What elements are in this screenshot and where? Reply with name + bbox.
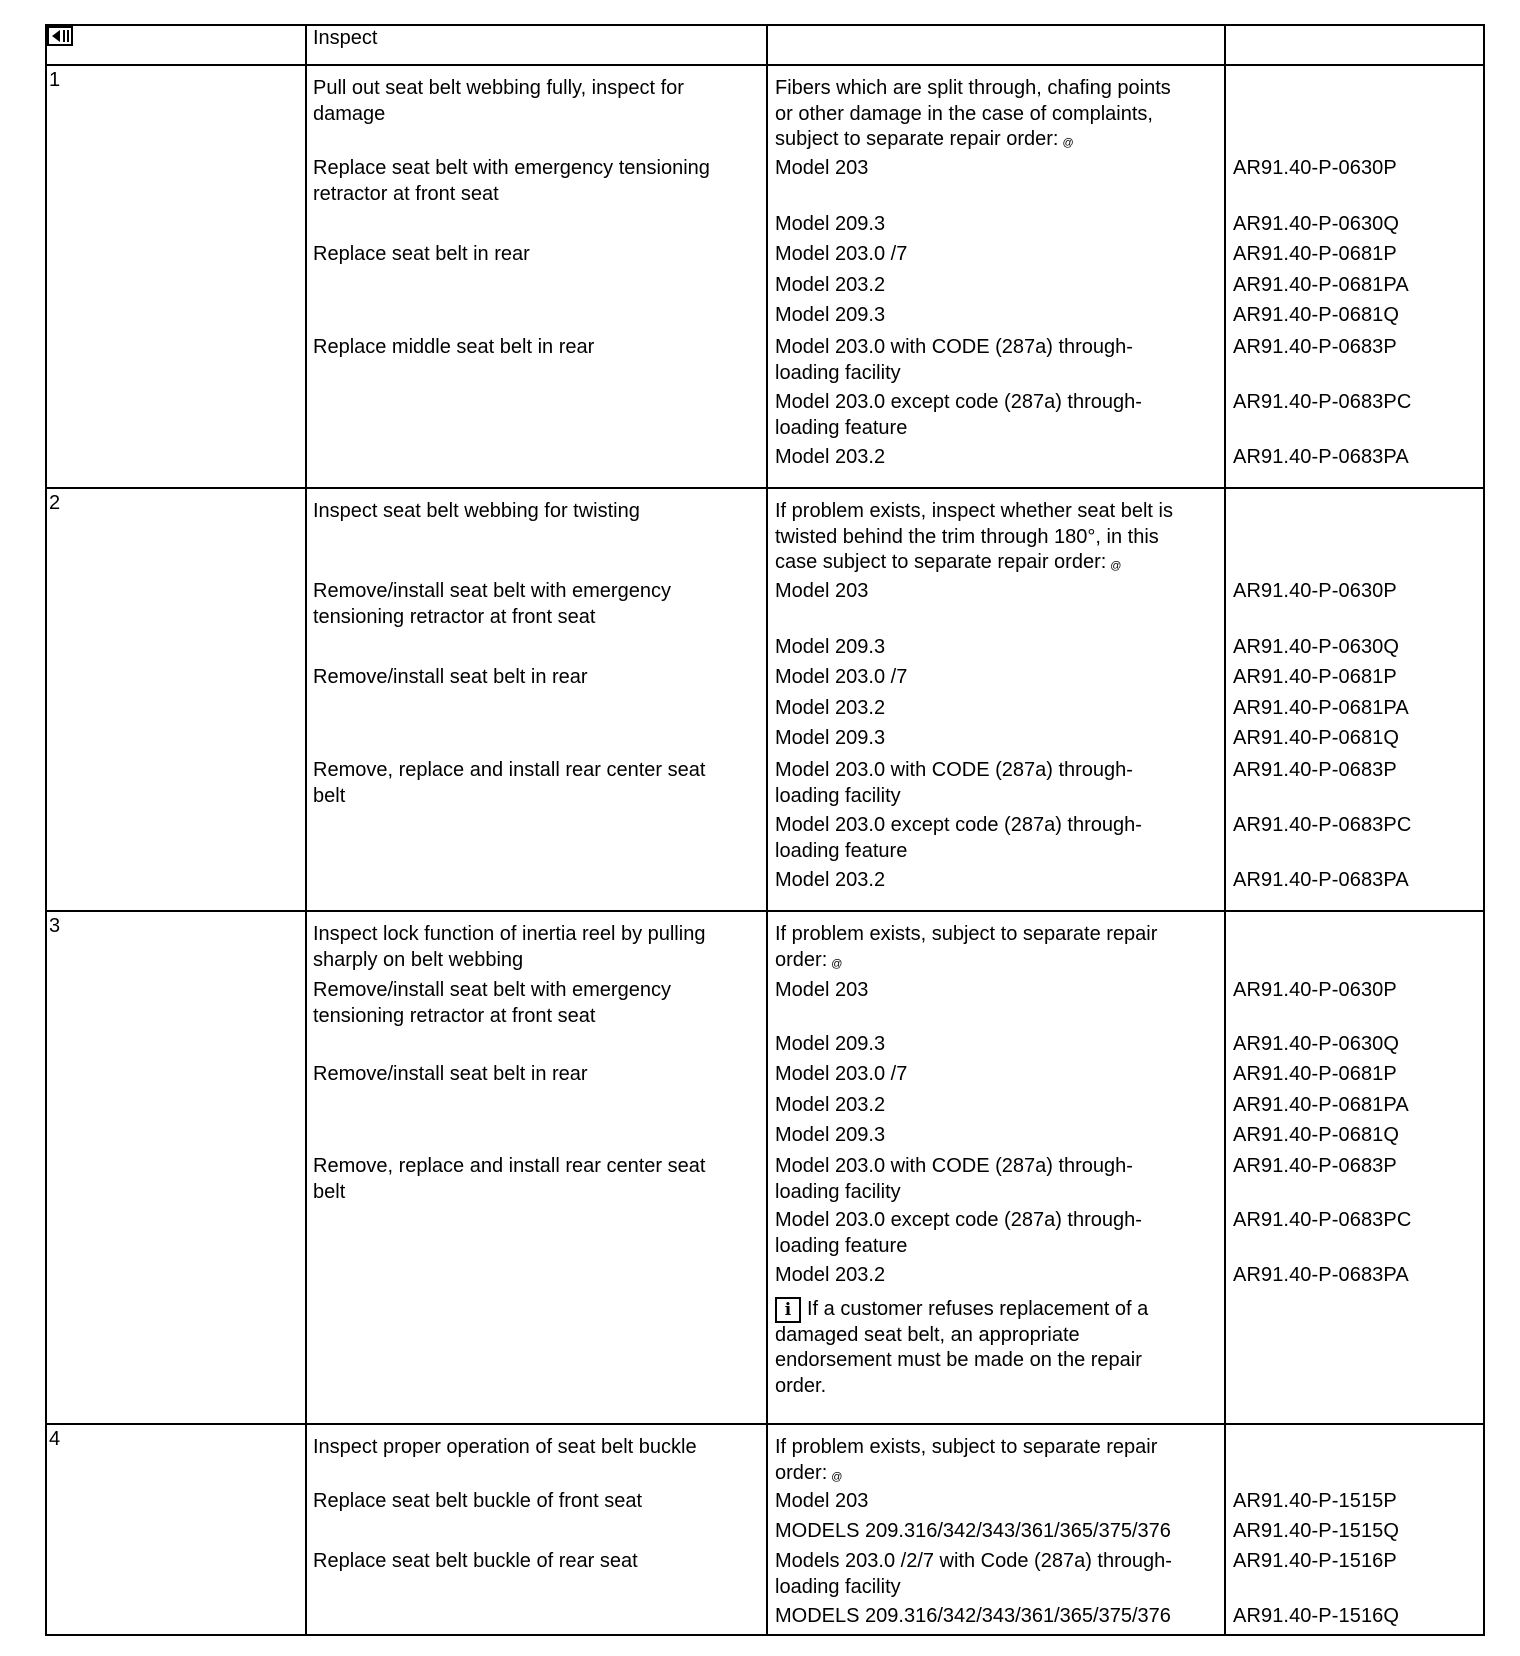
table-rule-col-3 bbox=[766, 24, 768, 1636]
reference-link[interactable]: AR91.40-P-0630P bbox=[1233, 157, 1397, 179]
reference-link[interactable]: AR91.40-P-0683PA bbox=[1233, 869, 1409, 891]
model-text: Model 203.0 /7 bbox=[775, 666, 908, 688]
step-number: 1 bbox=[49, 69, 61, 91]
reference-link[interactable]: AR91.40-P-0683PC bbox=[1233, 814, 1412, 836]
reference-link[interactable]: AR91.40-P-0681P bbox=[1233, 1063, 1397, 1085]
model-text: Model 203.0 with CODE (287a) through- bbox=[775, 336, 1133, 358]
model-text: Model 203.0 with CODE (287a) through- bbox=[775, 1155, 1133, 1177]
action-text: Replace seat belt with emergency tensioning bbox=[313, 157, 710, 179]
model-text: loading facility bbox=[775, 1575, 901, 1598]
model-text: Model 203.2 bbox=[775, 446, 886, 468]
reference-link[interactable]: AR91.40-P-0630P bbox=[1233, 979, 1397, 1001]
action-text: sharply on belt webbing bbox=[313, 948, 524, 971]
model-text: Model 209.3 bbox=[775, 304, 886, 326]
action-text: Replace seat belt in rear bbox=[313, 243, 530, 265]
reference-link[interactable]: AR91.40-P-0681Q bbox=[1233, 727, 1400, 749]
note-text bbox=[775, 1297, 1148, 1323]
model-text: Model 209.3 bbox=[775, 727, 886, 749]
reference-link[interactable]: AR91.40-P-0630Q bbox=[1233, 1033, 1400, 1055]
note-text: damaged seat belt, an appropriate bbox=[775, 1323, 1080, 1346]
model-text: Model 209.3 bbox=[775, 1124, 886, 1146]
model-text: case subject to separate repair order: @ bbox=[775, 551, 1122, 573]
action-text: tensioning retractor at front seat bbox=[313, 605, 596, 628]
action-text: Replace middle seat belt in rear bbox=[313, 336, 595, 358]
model-text: or other damage in the case of complaints, bbox=[775, 102, 1153, 125]
action-text: belt bbox=[313, 784, 346, 807]
repair-order-icon: @ bbox=[1110, 560, 1122, 572]
reference-link[interactable]: AR91.40-P-1515Q bbox=[1233, 1520, 1400, 1542]
action-text: Remove, replace and install rear center seat bbox=[313, 759, 706, 781]
model-text: Model 209.3 bbox=[775, 636, 886, 658]
model-text: Model 209.3 bbox=[775, 1033, 886, 1055]
model-text: If problem exists, subject to separate repair bbox=[775, 1436, 1158, 1458]
table-rule-step-4 bbox=[45, 1423, 1485, 1425]
reference-link[interactable]: AR91.40-P-1515P bbox=[1233, 1490, 1397, 1512]
table-rule-col-2 bbox=[305, 24, 307, 1636]
model-text: loading facility bbox=[775, 361, 901, 384]
model-text: loading feature bbox=[775, 416, 908, 439]
model-text: Models 203.0 /2/7 with Code (287a) through- bbox=[775, 1550, 1172, 1572]
reference-link[interactable]: AR91.40-P-0681P bbox=[1233, 666, 1397, 688]
action-text: Pull out seat belt webbing fully, inspect for bbox=[313, 77, 684, 99]
action-text: tensioning retractor at front seat bbox=[313, 1004, 596, 1027]
reference-link[interactable]: AR91.40-P-0683PA bbox=[1233, 446, 1409, 468]
reference-link[interactable]: AR91.40-P-0681PA bbox=[1233, 274, 1409, 296]
action-text: damage bbox=[313, 102, 386, 125]
reference-link[interactable]: AR91.40-P-0681PA bbox=[1233, 1094, 1409, 1116]
action-text: Inspect seat belt webbing for twisting bbox=[313, 500, 640, 522]
table-rule-col-4 bbox=[1224, 24, 1226, 1636]
model-text: loading feature bbox=[775, 1234, 908, 1257]
action-text: Inspect proper operation of seat belt buckle bbox=[313, 1436, 697, 1458]
model-text: If problem exists, subject to separate repair bbox=[775, 923, 1158, 945]
action-text: Remove/install seat belt in rear bbox=[313, 1063, 588, 1085]
action-text: Remove/install seat belt with emergency bbox=[313, 580, 671, 602]
model-text: order: @ bbox=[775, 1461, 843, 1484]
reference-link[interactable]: AR91.40-P-0630P bbox=[1233, 580, 1397, 602]
back-arrow-icon[interactable] bbox=[47, 26, 73, 46]
reference-link[interactable]: AR91.40-P-1516P bbox=[1233, 1550, 1397, 1572]
reference-link[interactable]: AR91.40-P-0681Q bbox=[1233, 1124, 1400, 1146]
model-text: Model 203.2 bbox=[775, 1094, 886, 1116]
repair-order-icon: @ bbox=[831, 957, 843, 970]
reference-link[interactable]: AR91.40-P-1516Q bbox=[1233, 1605, 1400, 1627]
model-text: Model 203 bbox=[775, 157, 869, 179]
model-text: Model 203.0 except code (287a) through- bbox=[775, 814, 1142, 836]
note-text: order. bbox=[775, 1374, 827, 1397]
step-number: 4 bbox=[49, 1428, 61, 1450]
table-rule-right bbox=[1483, 24, 1485, 1636]
model-text: subject to separate repair order: @ bbox=[775, 128, 1074, 150]
action-text: retractor at front seat bbox=[313, 182, 499, 205]
reference-link[interactable]: AR91.40-P-0683P bbox=[1233, 759, 1397, 781]
model-text: Model 203 bbox=[775, 979, 869, 1001]
model-text: loading facility bbox=[775, 1180, 901, 1203]
reference-link[interactable]: AR91.40-P-0683PC bbox=[1233, 1209, 1412, 1231]
model-text: If problem exists, inspect whether seat belt is bbox=[775, 500, 1173, 522]
reference-link[interactable]: AR91.40-P-0683P bbox=[1233, 1155, 1397, 1177]
reference-link[interactable]: AR91.40-P-0630Q bbox=[1233, 213, 1400, 235]
table-rule-step-3 bbox=[45, 910, 1485, 912]
model-text: loading feature bbox=[775, 839, 908, 862]
model-text: Model 203.0 with CODE (287a) through- bbox=[775, 759, 1133, 781]
model-text: loading facility bbox=[775, 784, 901, 807]
action-text: Replace seat belt buckle of front seat bbox=[313, 1490, 643, 1512]
header-label: Inspect bbox=[313, 27, 378, 49]
reference-link[interactable]: AR91.40-P-0681Q bbox=[1233, 304, 1400, 326]
action-text: Remove/install seat belt with emergency bbox=[313, 979, 671, 1001]
model-text: Model 203.0 /7 bbox=[775, 243, 908, 265]
reference-link[interactable]: AR91.40-P-0681P bbox=[1233, 243, 1397, 265]
note-text: endorsement must be made on the repair bbox=[775, 1349, 1142, 1371]
table-rule-step-2 bbox=[45, 487, 1485, 489]
model-text: MODELS 209.316/342/343/361/365/375/376 bbox=[775, 1605, 1171, 1627]
table-rule-bottom bbox=[45, 1634, 1485, 1636]
action-text: Replace seat belt buckle of rear seat bbox=[313, 1550, 638, 1572]
model-text: twisted behind the trim through 180°, in this bbox=[775, 525, 1159, 548]
action-text: belt bbox=[313, 1180, 346, 1203]
reference-link[interactable]: AR91.40-P-0630Q bbox=[1233, 636, 1400, 658]
model-text: Model 203.2 bbox=[775, 697, 886, 719]
model-text: MODELS 209.316/342/343/361/365/375/376 bbox=[775, 1520, 1171, 1542]
model-text: Model 203 bbox=[775, 580, 869, 602]
table-rule-top bbox=[45, 24, 1485, 26]
step-number: 3 bbox=[49, 915, 61, 937]
action-text: Inspect lock function of inertia reel by pulling bbox=[313, 923, 706, 945]
model-text: Model 203.2 bbox=[775, 869, 886, 891]
procedure-table bbox=[45, 24, 1485, 1636]
repair-order-icon: @ bbox=[1062, 137, 1074, 149]
model-text: Model 203.0 except code (287a) through- bbox=[775, 391, 1142, 413]
table-rule-left bbox=[45, 24, 47, 1636]
action-text: Remove, replace and install rear center seat bbox=[313, 1155, 706, 1177]
model-text: order: @ bbox=[775, 948, 843, 971]
reference-link[interactable]: AR91.40-P-0683PC bbox=[1233, 391, 1412, 413]
reference-link[interactable]: AR91.40-P-0681PA bbox=[1233, 697, 1409, 719]
model-text: Model 203 bbox=[775, 1490, 869, 1512]
model-text: Model 203.0 /7 bbox=[775, 1063, 908, 1085]
repair-order-icon: @ bbox=[831, 1470, 843, 1483]
step-number: 2 bbox=[49, 492, 61, 514]
model-text: Model 203.2 bbox=[775, 274, 886, 296]
model-text: Model 203.0 except code (287a) through- bbox=[775, 1209, 1142, 1231]
model-text: Fibers which are split through, chafing points bbox=[775, 77, 1171, 99]
reference-link[interactable]: AR91.40-P-0683PA bbox=[1233, 1264, 1409, 1286]
action-text: Remove/install seat belt in rear bbox=[313, 666, 588, 688]
model-text: Model 203.2 bbox=[775, 1264, 886, 1286]
note-first-line: If a customer refuses replacement of a bbox=[807, 1298, 1149, 1320]
table-rule-header bbox=[45, 64, 1485, 66]
info-icon: i bbox=[775, 1297, 801, 1323]
model-text: Model 209.3 bbox=[775, 213, 886, 235]
reference-link[interactable]: AR91.40-P-0683P bbox=[1233, 336, 1397, 358]
